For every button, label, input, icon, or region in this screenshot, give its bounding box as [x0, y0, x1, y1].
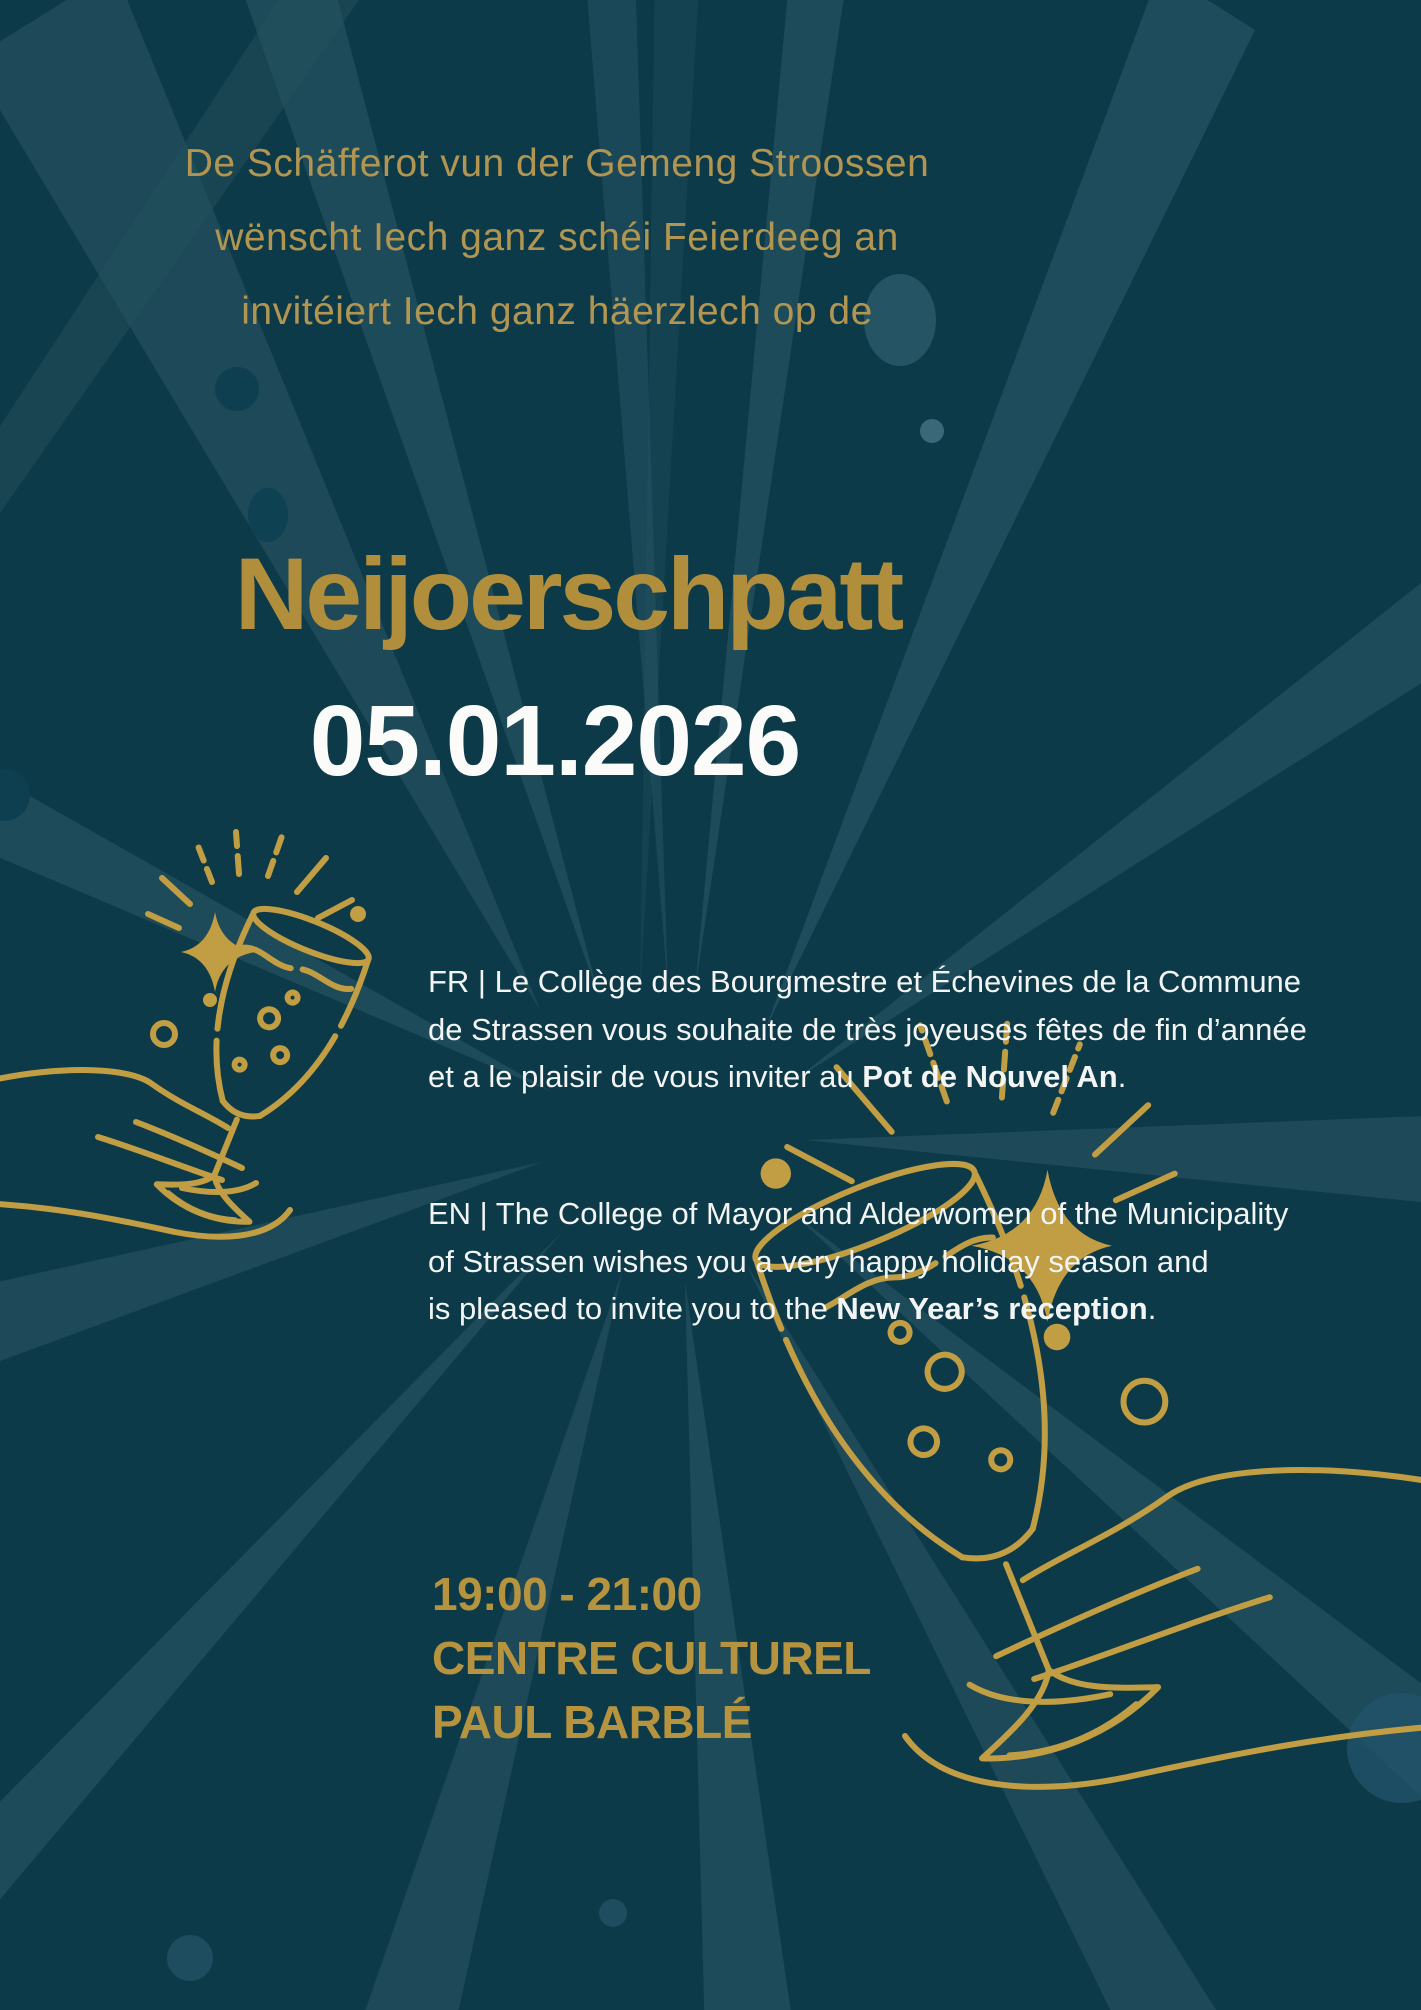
- fr-line-3-suffix: .: [1117, 1059, 1127, 1094]
- fr-event-name: Pot de Nouvel An: [862, 1059, 1118, 1094]
- intro-line-1: De Schäfferot vun der Gemeng Stroossen: [184, 142, 930, 185]
- fr-line-1: FR | Le Collège des Bourgmestre et Échevines de la Commune: [428, 964, 1302, 999]
- event-details: [432, 1562, 871, 1754]
- event-time: 19:00 - 21:00: [432, 1568, 702, 1620]
- en-line-3-prefix: is pleased to invite you to the: [428, 1291, 837, 1326]
- venue-line-1: CENTRE CULTUREL: [432, 1632, 871, 1684]
- english-paragraph: [428, 1190, 1288, 1333]
- en-line-3-suffix: .: [1147, 1291, 1157, 1326]
- en-line-1: EN | The College of Mayor and Alderwomen of the Municipality: [428, 1196, 1289, 1231]
- intro-line-2: wënscht Iech ganz schéi Feierdeeg an: [215, 216, 899, 259]
- event-date: 05.01.2026: [309, 685, 801, 797]
- event-title: Neijoerschpatt: [234, 537, 902, 651]
- french-paragraph: [428, 958, 1307, 1101]
- en-event-name: New Year’s reception: [836, 1291, 1148, 1326]
- intro-line-3: invitéiert Iech ganz häerzlech op de: [241, 290, 873, 333]
- fr-line-2: de Strassen vous souhaite de très joyeuses fêtes de fin d’année: [428, 1011, 1307, 1047]
- en-line-2: of Strassen wishes you a very happy holiday season and: [428, 1243, 1209, 1279]
- fr-line-3-prefix: et a le plaisir de vous inviter au: [428, 1059, 863, 1094]
- venue-line-2: PAUL BARBLÉ: [432, 1696, 752, 1748]
- intro-text: [0, 127, 1114, 349]
